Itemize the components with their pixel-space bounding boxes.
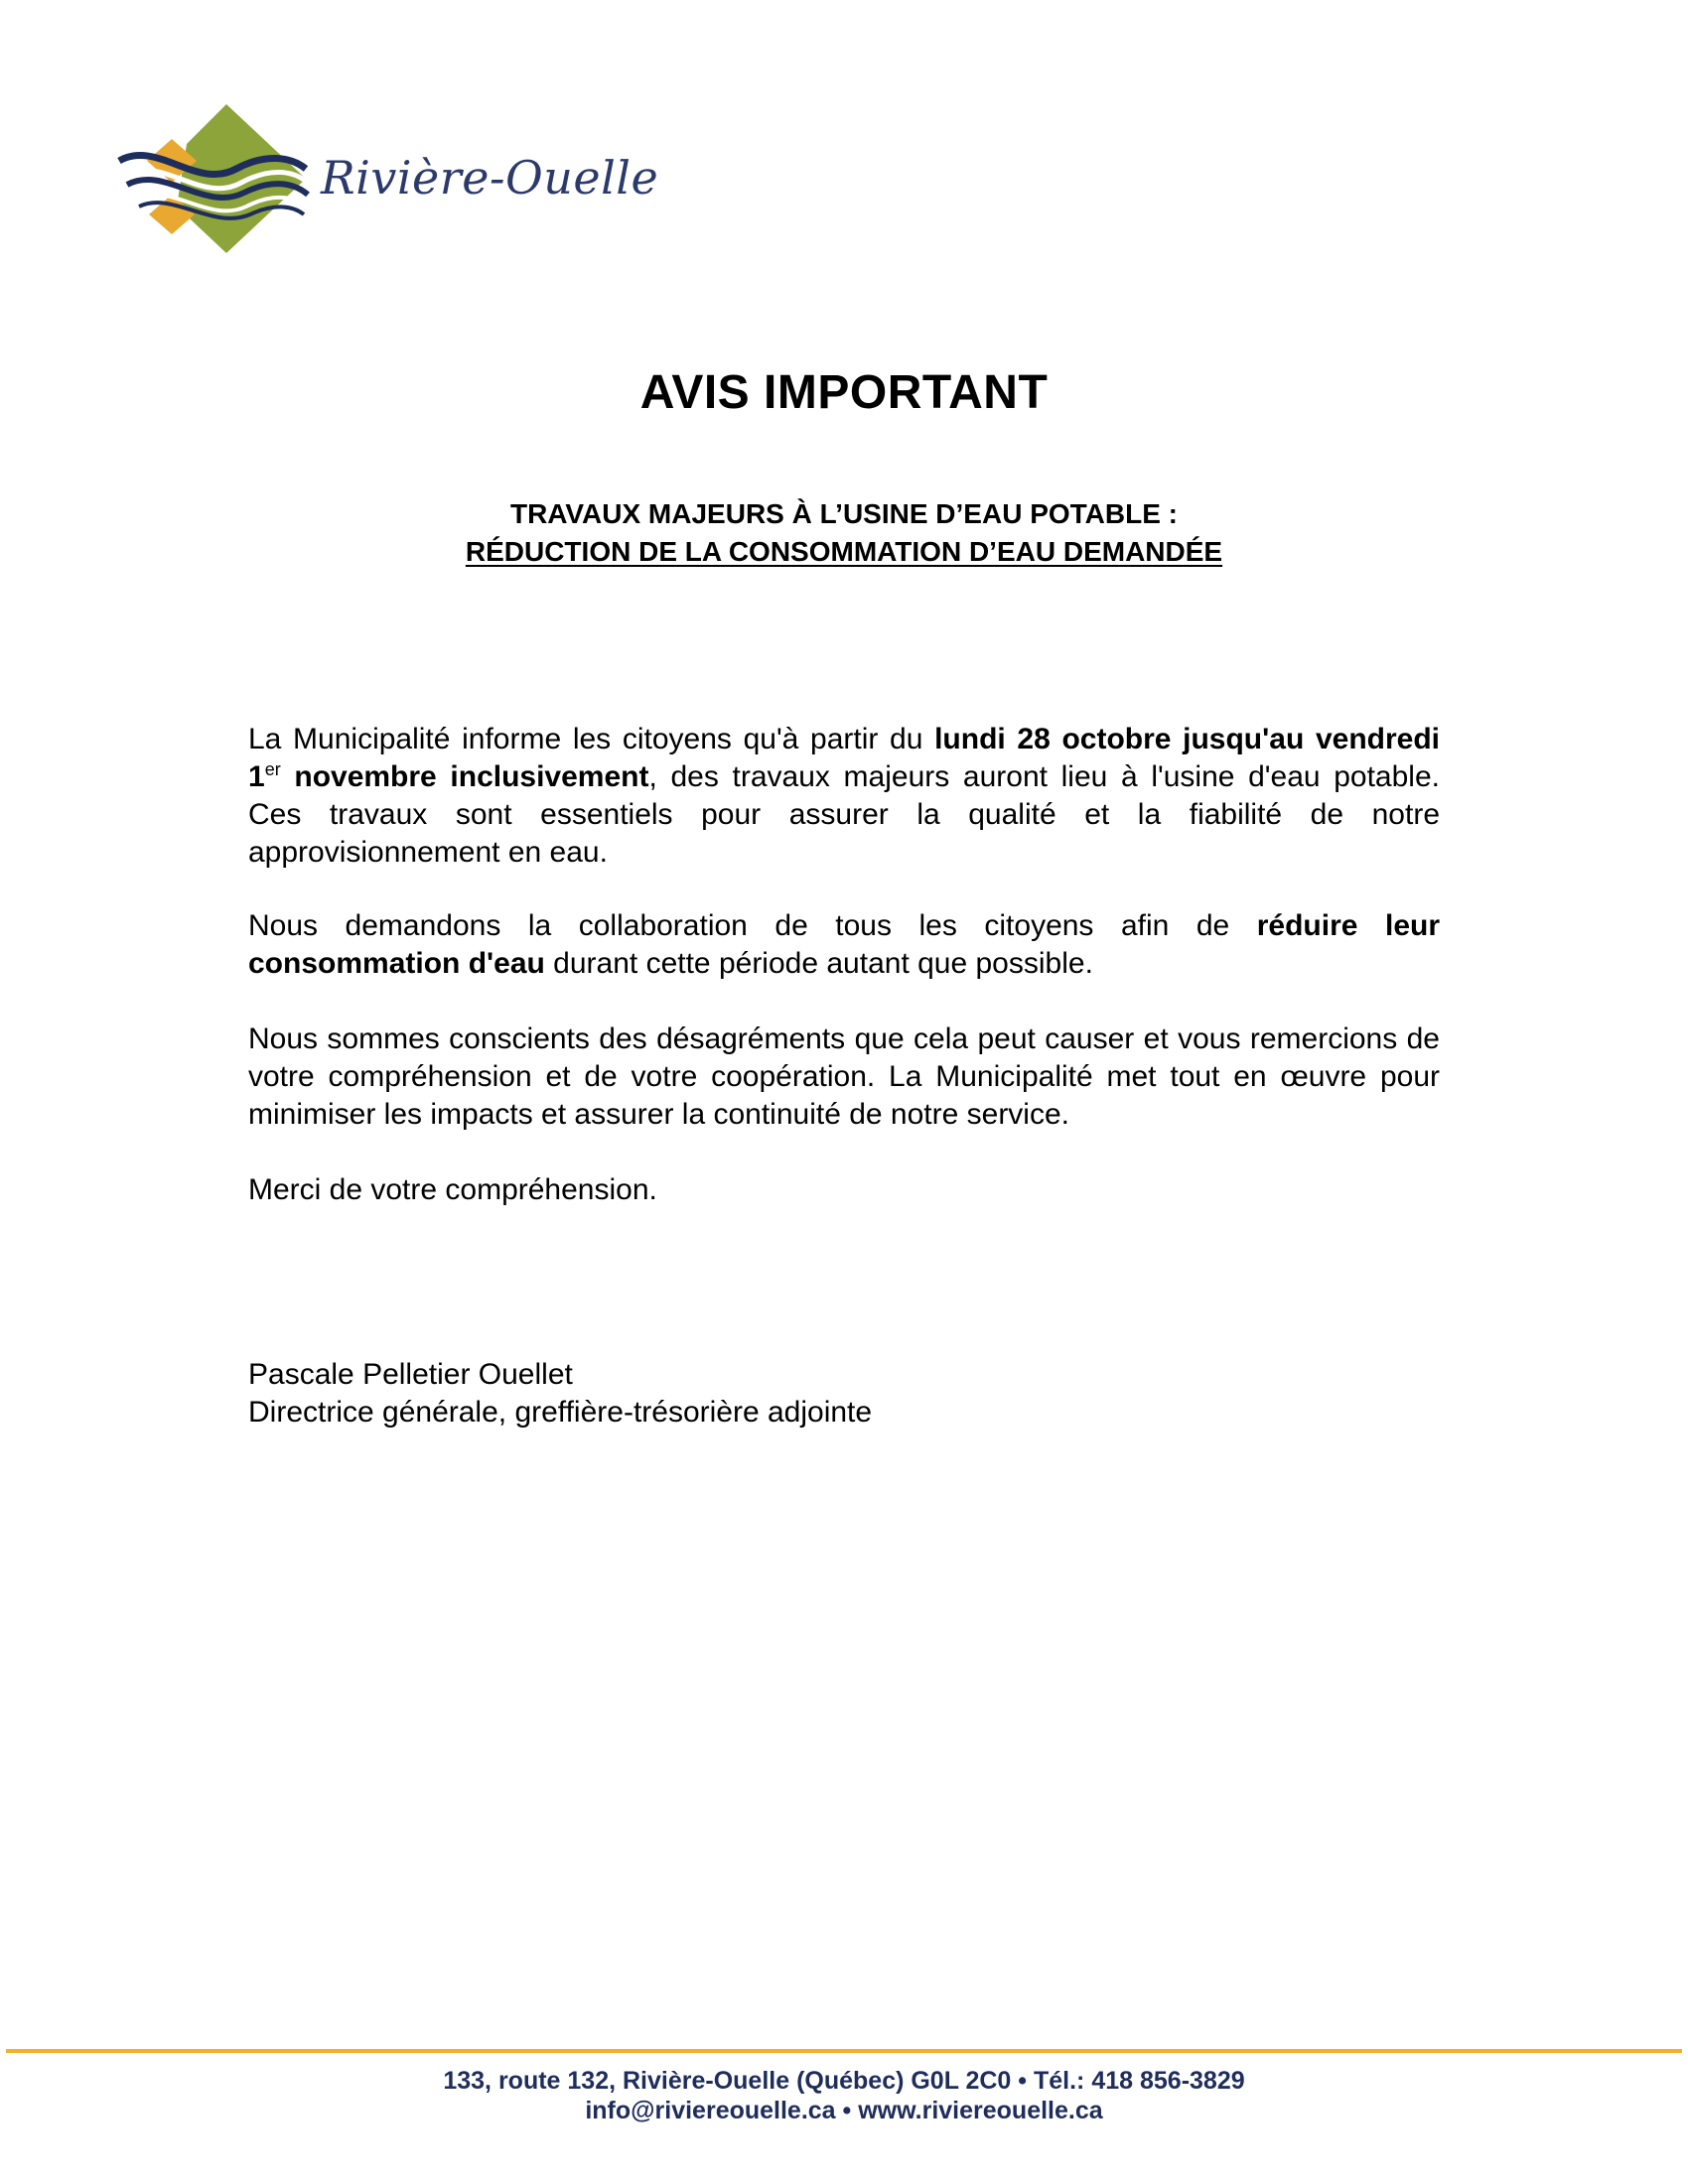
signature-role: Directrice générale, greffière-trésorière adjointe xyxy=(248,1396,873,1429)
footer-contact: info@riviereouelle.ca • www.riviereouelle.ca xyxy=(585,2097,1103,2124)
logo-emblem-icon xyxy=(117,99,316,263)
logo-wordmark: Rivière-Ouelle xyxy=(321,151,659,205)
p1-text-start: La Municipalité informe les citoyens qu'à partir du xyxy=(248,723,935,755)
p2-emphasis: réduire leur consommation d'eau xyxy=(248,909,1440,980)
signature-name: Pascale Pelletier Ouellet xyxy=(248,1358,573,1391)
body-paragraph-2 xyxy=(248,907,1440,983)
p1-date-range-start: lundi 28 octobre jusqu'au vendredi 1 xyxy=(248,723,1440,793)
p2-text-end: durant cette période autant que possible. xyxy=(544,947,1093,980)
signature-block xyxy=(248,1356,872,1432)
notice-title: AVIS IMPORTANT xyxy=(639,366,1049,419)
notice-subtitle-line1: TRAVAUX MAJEURS À L’USINE D’EAU POTABLE : xyxy=(509,498,1179,529)
body-paragraph-1 xyxy=(248,721,1440,872)
notice-subtitle-line2: RÉDUCTION DE LA CONSOMMATION D’EAU DEMANDÉE xyxy=(465,536,1223,567)
footer-divider xyxy=(6,2049,1682,2053)
municipality-logo xyxy=(117,99,659,263)
p1-date-range-end: novembre inclusivement xyxy=(280,760,649,793)
body-paragraph-4: Merci de votre compréhension. xyxy=(248,1173,657,1206)
p2-text-start: Nous demandons la collaboration de tous les citoyens afin de xyxy=(248,909,1257,942)
p1-text-end: , des travaux majeurs auront lieu à l'usine d'eau potable. Ces travaux sont essentiels pour assurer la qualité et la fiabilité de notre approvisionnement en eau. xyxy=(248,760,1440,869)
footer-address: 133, route 132, Rivière-Ouelle (Québec) G0L 2C0 • Tél.: 418 856-3829 xyxy=(443,2067,1245,2095)
body-paragraph-3: Nous sommes conscients des désagréments que cela peut causer et vous remercions de votre compréhension et de votre coopération. La Municipalité met tout en œuvre pour minimiser les impacts et assurer la continuité de notre service. xyxy=(248,1023,1440,1131)
logo-green-diamond xyxy=(177,104,306,253)
p1-ordinal-suffix: er xyxy=(264,759,281,779)
